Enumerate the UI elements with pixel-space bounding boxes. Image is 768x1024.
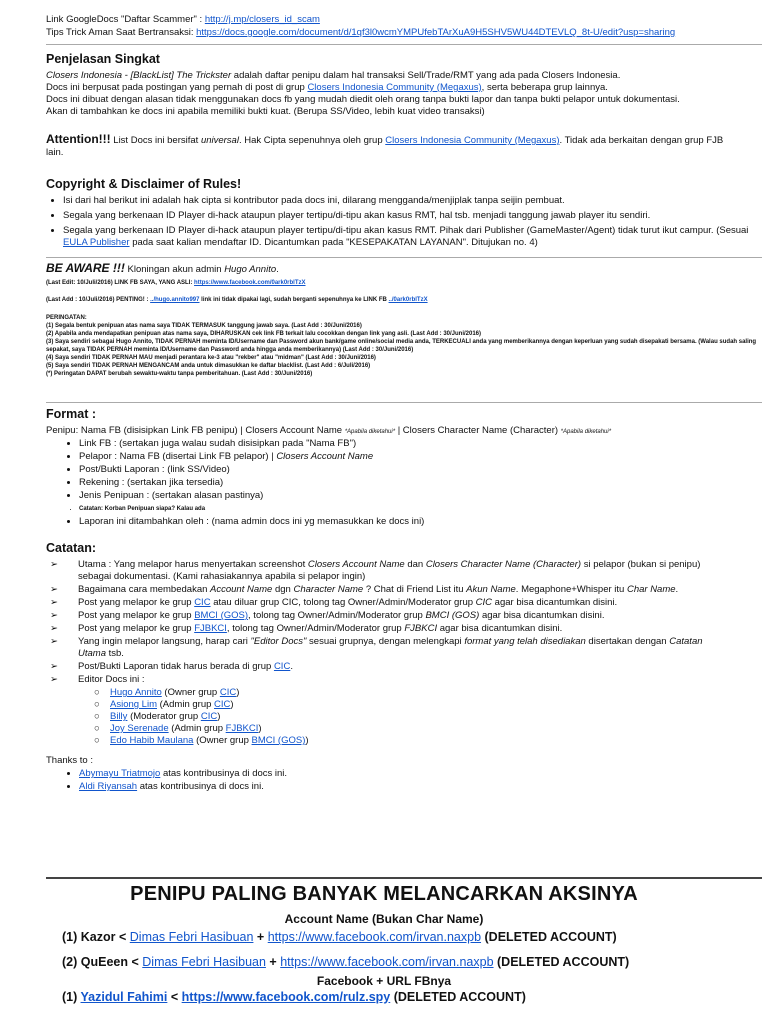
item-text: , tolong tag Owner/Admin/Moderator grup (248, 610, 423, 621)
section-divider (46, 877, 762, 879)
item-italic: FJBKCI (404, 623, 438, 634)
editor-role: ) (217, 711, 221, 722)
item-italic: Closers Character Name (Character) (425, 559, 582, 570)
summary-line: , serta beberapa grup lainnya. (481, 82, 608, 93)
item-text: si pelapor (bukan si penipu) (583, 559, 701, 570)
edit-text: (Last Edit: 10/Juli/2016) LINK FB SAYA, YANG ASLI: (46, 280, 193, 286)
item-italic: Character Name (293, 584, 364, 595)
editor-role: ) (305, 735, 309, 746)
editor-role: ) (230, 699, 234, 710)
aware-name: Hugo Annito (224, 264, 277, 275)
item-text: Post yang melapor ke grup (78, 610, 192, 621)
item-text: , tolong tag Owner/Admin/Moderator grup (226, 623, 402, 634)
editor-list (46, 687, 758, 747)
item-text: Bagaimana cara membedakan (78, 584, 208, 595)
arrow-icon: ➢ (50, 584, 58, 595)
editor-role: (Admin grup (159, 699, 212, 710)
peringatan-item: (2) Apabila anda mendapatkan penipuan atas nama saya, DIHARUSKAN cek link FB terkait lalu cocokkan dengan link yang asli. (Last Add : 30/Juni/2016) (46, 331, 482, 337)
group-link[interactable]: FJBKCI (225, 723, 259, 734)
fb-link-old[interactable]: ../hugo.annito997 (150, 297, 200, 303)
list-item: • Post/Bukti Laporan : (link SS/Video) (79, 464, 758, 476)
list-item (46, 661, 758, 673)
thanks-section (46, 755, 758, 794)
peringatan-item: (3) Saya sendiri sebagai Hugo Annito, TIDAK PERNAH meminta ID/Username dan Password akun bank/game online/social media anda, TERKECUALI anda yang memberikannya dengan keperluan yang sudah disepakati bersama. (Walau sudah saling sepakat, saya TIDAK PERNAH meminta ID/Username dan Password anda hingga anda memberikannya) (Last Add : 30/Juni/2016) (46, 339, 757, 353)
item-italic: Closers Account Name (276, 451, 374, 462)
link-row-scammer (46, 13, 736, 26)
arrow-icon: ➢ (50, 597, 58, 608)
editor-role: (Moderator grup (130, 711, 199, 722)
item-italic: Closers Account Name (307, 559, 405, 570)
community-link[interactable]: Closers Indonesia Community (Megaxus) (307, 82, 482, 93)
item-text: Segala yang berkenaan ID Player di-hack ataupun player tertipu/di-tipu akan kasus RMT. Pihak dari Publisher (GameMaster/Agent) tidak turut ikut campur. (Sesuai (63, 225, 749, 236)
attention-label: Attention!!! (46, 132, 111, 146)
entry-number: (1) (62, 930, 78, 944)
list-item: • Segala yang berkenaan ID Player di-hack ataupun player tertipu/di-tipu akan kasus RMT, hal tsb. menjadi tanggung jawab player itu sendiri. (63, 210, 758, 222)
item-text: pada saat kalian mendaftar ID. Dicantumkan pada "KESEPAKATAN LAYANAN". Ditujukan no. 4) (132, 237, 538, 248)
editor-item (94, 699, 758, 711)
editor-item (94, 735, 758, 747)
item-text: Yang ingin melapor langsung, harap cari (78, 636, 248, 647)
thanks-list (46, 768, 758, 793)
thanks-item (79, 781, 758, 793)
editor-role: ) (258, 723, 262, 734)
person-link[interactable]: Dimas Febri Hasibuan (142, 955, 266, 969)
summary-line: Docs ini berpusat pada postingan yang pernah di post di grup (46, 82, 305, 93)
community-link[interactable]: Closers Indonesia Community (Megaxus) (385, 135, 560, 146)
circle-bullet-icon: ○ (94, 723, 100, 734)
list-item (63, 225, 758, 249)
copyright-list (46, 195, 758, 249)
peringatan-item: (5) Saya sendiri TIDAK PERNAH MENGANCAM anda untuk dimasukkan ke daftar blacklist. (Last Add : 6/Juli/2016) (46, 363, 371, 369)
group-link[interactable]: BMCI (GOS) (251, 735, 306, 746)
item-text: tsb. (108, 648, 124, 659)
arrow-icon: ➢ (50, 661, 58, 672)
list-item: • Catatan: Korban Penipuan siapa? Kalau ada (79, 503, 758, 515)
list-subtitle-account: Account Name (Bukan Char Name) (284, 912, 484, 926)
copyright-section (46, 177, 758, 252)
thanks-text: atas kontribusinya di docs ini. (139, 781, 264, 792)
scammer-docs-link[interactable]: http://j.mp/closers_id_scam (204, 14, 320, 25)
contributor-link[interactable]: Abymayu Triatmojo (79, 768, 161, 779)
entry-plus: + (256, 930, 265, 944)
entry-number: (1) (62, 990, 78, 1004)
format-note: *Apabila diketahui* (560, 429, 612, 435)
attention-line: . Tidak ada berkaitan dengan grup FJB (559, 135, 724, 146)
editor-link[interactable]: Hugo Annito (110, 687, 162, 698)
circle-bullet-icon: ○ (94, 687, 100, 698)
fb-link-new[interactable]: ../0ark0rblTzX (388, 297, 428, 303)
list-item (46, 610, 758, 622)
attention-italic: universal (200, 135, 239, 146)
editor-link[interactable]: Asiong Lim (110, 699, 157, 710)
item-italic: BMCI (GOS) (425, 610, 480, 621)
aware-edit-2 (46, 296, 758, 304)
format-section (46, 407, 758, 529)
entry-number: (2) (62, 955, 78, 969)
summary-line: Docs ini dibuat dengan alasan tidak menggunakan docs fb yang mudah diedit oleh orang tanpa bukti lapor dan tanpa bukti pelapor untuk dokumentasi. (46, 94, 680, 105)
group-link[interactable]: CIC (214, 699, 231, 710)
list-item (79, 451, 758, 463)
list-title: PENIPU PALING BANYAK MELANCARKAN AKSINYA (130, 883, 638, 905)
item-text: Post yang melapor ke grup (78, 597, 192, 608)
list-item: • Rekening : (sertakan jika tersedia) (79, 477, 758, 489)
entry-name: QuEeen < (80, 955, 139, 969)
bmci-group-link[interactable]: BMCI (GOS) (194, 610, 249, 621)
item-italic: Account Name (210, 584, 273, 595)
format-text: Penipu: Nama FB (disisipkan Link FB penipu) | Closers Account Name (46, 425, 343, 436)
scammer-entry (62, 955, 629, 969)
attention-text (46, 133, 758, 159)
tips-docs-link[interactable]: https://docs.google.com/document/d/1qf3l0wcmYMPUfebTArXuA9H5SHV5WU44DTEVLQ_8t-U/edit?usp=sharing (196, 27, 676, 38)
scammer-entry (62, 930, 617, 944)
attention-line: List Docs ini bersifat (113, 135, 199, 146)
summary-title: Closers Indonesia - [BlackList] The Trickster (46, 70, 232, 81)
entry-plus: + (269, 955, 277, 969)
editor-item (94, 687, 758, 699)
aware-edit-1 (46, 279, 758, 287)
list-item (46, 559, 758, 583)
eula-link[interactable]: EULA Publisher (63, 237, 130, 248)
item-text: Pelapor : Nama FB (disertai Link FB pelapor) | (79, 451, 274, 462)
editor-role: ) (236, 687, 240, 698)
thanks-text: atas kontribusinya di docs ini. (162, 768, 288, 779)
list-item (46, 597, 758, 609)
item-text: agar bisa dicantumkan disini. (439, 623, 563, 634)
peringatan-item: (4) Saya sendiri TIDAK PERNAH MAU menjadi perantara ke-3 atau "rekber" atau "midman" (Last Add : 30/Juni/2016) (46, 355, 376, 361)
facebook-link[interactable]: https://www.facebook.com/irvan.naxpb (280, 955, 494, 969)
item-text: atau diluar grup CIC, tolong tag Owner/Admin/Moderator grup (213, 597, 474, 608)
link-label: Tips Trick Aman Saat Bertransaksi: (46, 27, 194, 38)
aware-text: Kloningan akun admin (127, 264, 222, 275)
fb-link-real[interactable]: https://www.facebook.com/0ark0rblTzX (194, 280, 306, 286)
peringatan-item: (*) Peringatan DAPAT berubah sewaktu-waktu tanpa pemberitahuan. (Last Add : 30/Juni/2016) (46, 371, 313, 377)
item-italic: Akun Name (466, 584, 516, 595)
aware-label: BE AWARE !!! (46, 261, 125, 275)
arrow-icon: ➢ (50, 623, 58, 634)
entry-separator: < (170, 990, 179, 1004)
person-link[interactable]: Dimas Febri Hasibuan (129, 930, 254, 944)
item-text: ? Chat di Friend List itu (365, 584, 464, 595)
arrow-icon: ➢ (50, 674, 58, 685)
format-list (46, 438, 758, 528)
peringatan-title: PERINGATAN: (46, 315, 87, 321)
facebook-link[interactable]: https://www.facebook.com/rulz.spy (181, 990, 391, 1004)
attention-section (46, 133, 758, 159)
copyright-heading: Copyright & Disclaimer of Rules! (46, 177, 242, 191)
edit-text: link ini tidak dipakai lagi, sudah berganti sepenuhnya ke LINK FB (201, 297, 387, 303)
top-links (46, 13, 736, 39)
divider (46, 257, 762, 258)
editor-item (94, 723, 758, 735)
list-item: • Link FB : (sertakan juga walau sudah disisipkan pada "Nama FB") (79, 438, 758, 450)
item-text: agar bisa dicantumkan disini. (481, 610, 605, 621)
list-item (46, 674, 758, 686)
item-text: Utama : Yang melapor harus menyertakan screenshot (78, 559, 306, 570)
item-text: Editor Docs ini : (78, 674, 145, 685)
list-item: • Laporan ini ditambahkan oleh : (nama admin docs ini yg memasukkan ke docs ini) (79, 516, 758, 528)
format-line (46, 425, 758, 438)
editor-role: (Owner grup (164, 687, 218, 698)
list-item (46, 636, 758, 660)
arrow-icon: ➢ (50, 559, 58, 570)
peringatan-item: (1) Segala bentuk penipuan atas nama saya TIDAK TERMASUK tanggung jawab saya. (Last Add : 30/Juni/2016) (46, 323, 362, 329)
deleted-tag: (DELETED ACCOUNT) (497, 955, 630, 969)
list-item (46, 584, 758, 596)
link-label: Link GoogleDocs "Daftar Scammer" : (46, 14, 203, 25)
edit-text: (Last Add : 10/Juli/2016) PENTING! : (46, 297, 149, 303)
editor-link[interactable]: Joy Serenade (110, 723, 169, 734)
facebook-link[interactable]: https://www.facebook.com/irvan.naxpb (267, 930, 482, 944)
format-note: *Apabila diketahui* (344, 429, 396, 435)
person-link[interactable]: Yazidul Fahimi (80, 990, 168, 1004)
link-row-tips (46, 26, 736, 39)
item-text: sesuai grupnya, dengan melengkapi (309, 636, 462, 647)
item-text: dgn (274, 584, 291, 595)
aware-line (46, 262, 758, 276)
attention-line: . Hak Cipta sepenuhnya oleh grup (238, 135, 383, 146)
fjbkci-group-link[interactable]: FJBKCI (194, 623, 227, 634)
circle-bullet-icon: ○ (94, 699, 100, 710)
item-text: disertakan dengan (588, 636, 667, 647)
divider (46, 402, 762, 403)
circle-bullet-icon: ○ (94, 735, 100, 746)
item-text: . (290, 661, 293, 672)
thanks-item (79, 768, 758, 780)
catatan-list (46, 559, 758, 686)
summary-section (46, 52, 758, 118)
item-italic: Char Name (626, 584, 676, 595)
item-text: Post yang melapor ke grup (78, 623, 192, 634)
item-italic: format yang telah disediakan (464, 636, 586, 647)
list-item: • Isi dari hal berikut ini adalah hak cipta si kontributor pada docs ini, dilarang mengganda/menjiplak tanpa seijin pembuat. (63, 195, 758, 207)
arrow-icon: ➢ (50, 610, 58, 621)
editor-role: (Admin grup (171, 723, 224, 734)
item-italic: Utama (78, 648, 106, 659)
item-text: . Megaphone+Whisper itu (515, 584, 625, 595)
summary-line: Akan di tambahkan ke docs ini apabila memiliki bukti kuat. (Berupa SS/Video, lebih kuat video transaksi) (46, 106, 485, 117)
item-italic: "Editor Docs" (250, 636, 307, 647)
cic-group-link[interactable]: CIC (194, 597, 211, 608)
thanks-label: Thanks to : (46, 755, 93, 766)
contributor-link[interactable]: Aldi Riyansah (79, 781, 138, 792)
catatan-heading: Catatan: (46, 541, 97, 555)
deleted-tag: (DELETED ACCOUNT) (484, 930, 617, 944)
arrow-icon: ➢ (50, 636, 58, 647)
summary-line: adalah daftar penipu dalam hal transaksi Sell/Trade/RMT yang ada pada Closers Indonesia. (233, 70, 621, 81)
editor-link[interactable]: Edo Habib Maulana (110, 735, 194, 746)
list-item (46, 623, 758, 635)
item-text: . (675, 584, 679, 595)
entry-name: Kazor < (80, 930, 127, 944)
circle-bullet-icon: ○ (94, 711, 100, 722)
catatan-section (46, 541, 758, 747)
item-text: sebagai dokumentasi. (Kami rahasiakannya apabila si pelapor ingin) (78, 571, 366, 582)
peringatan-list (46, 322, 758, 378)
item-text: agar bisa dicantumkan disini. (494, 597, 618, 608)
aware-section (46, 262, 758, 378)
attention-line: lain. (46, 147, 64, 158)
summary-heading: Penjelasan Singkat (46, 52, 160, 66)
list-item: • Jenis Penipuan : (sertakan alasan pastinya) (79, 490, 758, 502)
editor-role: (Owner grup (196, 735, 249, 746)
item-text: Post/Bukti Laporan tidak harus berada di grup (78, 661, 272, 672)
deleted-tag: (DELETED ACCOUNT) (393, 990, 526, 1004)
format-text: | Closers Character Name (Character) (397, 425, 559, 436)
editor-link[interactable]: Billy (110, 711, 128, 722)
scammer-entry (62, 990, 526, 1004)
item-italic: CIC (475, 597, 493, 608)
item-italic: Catatan (669, 636, 703, 647)
group-link[interactable]: CIC (200, 711, 218, 722)
format-heading: Format : (46, 407, 96, 421)
editor-item (94, 711, 758, 723)
cic-group-link[interactable]: CIC (273, 661, 291, 672)
summary-body (46, 70, 758, 118)
list-subtitle-facebook: Facebook + URL FBnya (316, 974, 452, 988)
item-text: dan (407, 559, 424, 570)
group-link[interactable]: CIC (219, 687, 237, 698)
divider (46, 44, 762, 45)
aware-text: . (276, 264, 279, 275)
